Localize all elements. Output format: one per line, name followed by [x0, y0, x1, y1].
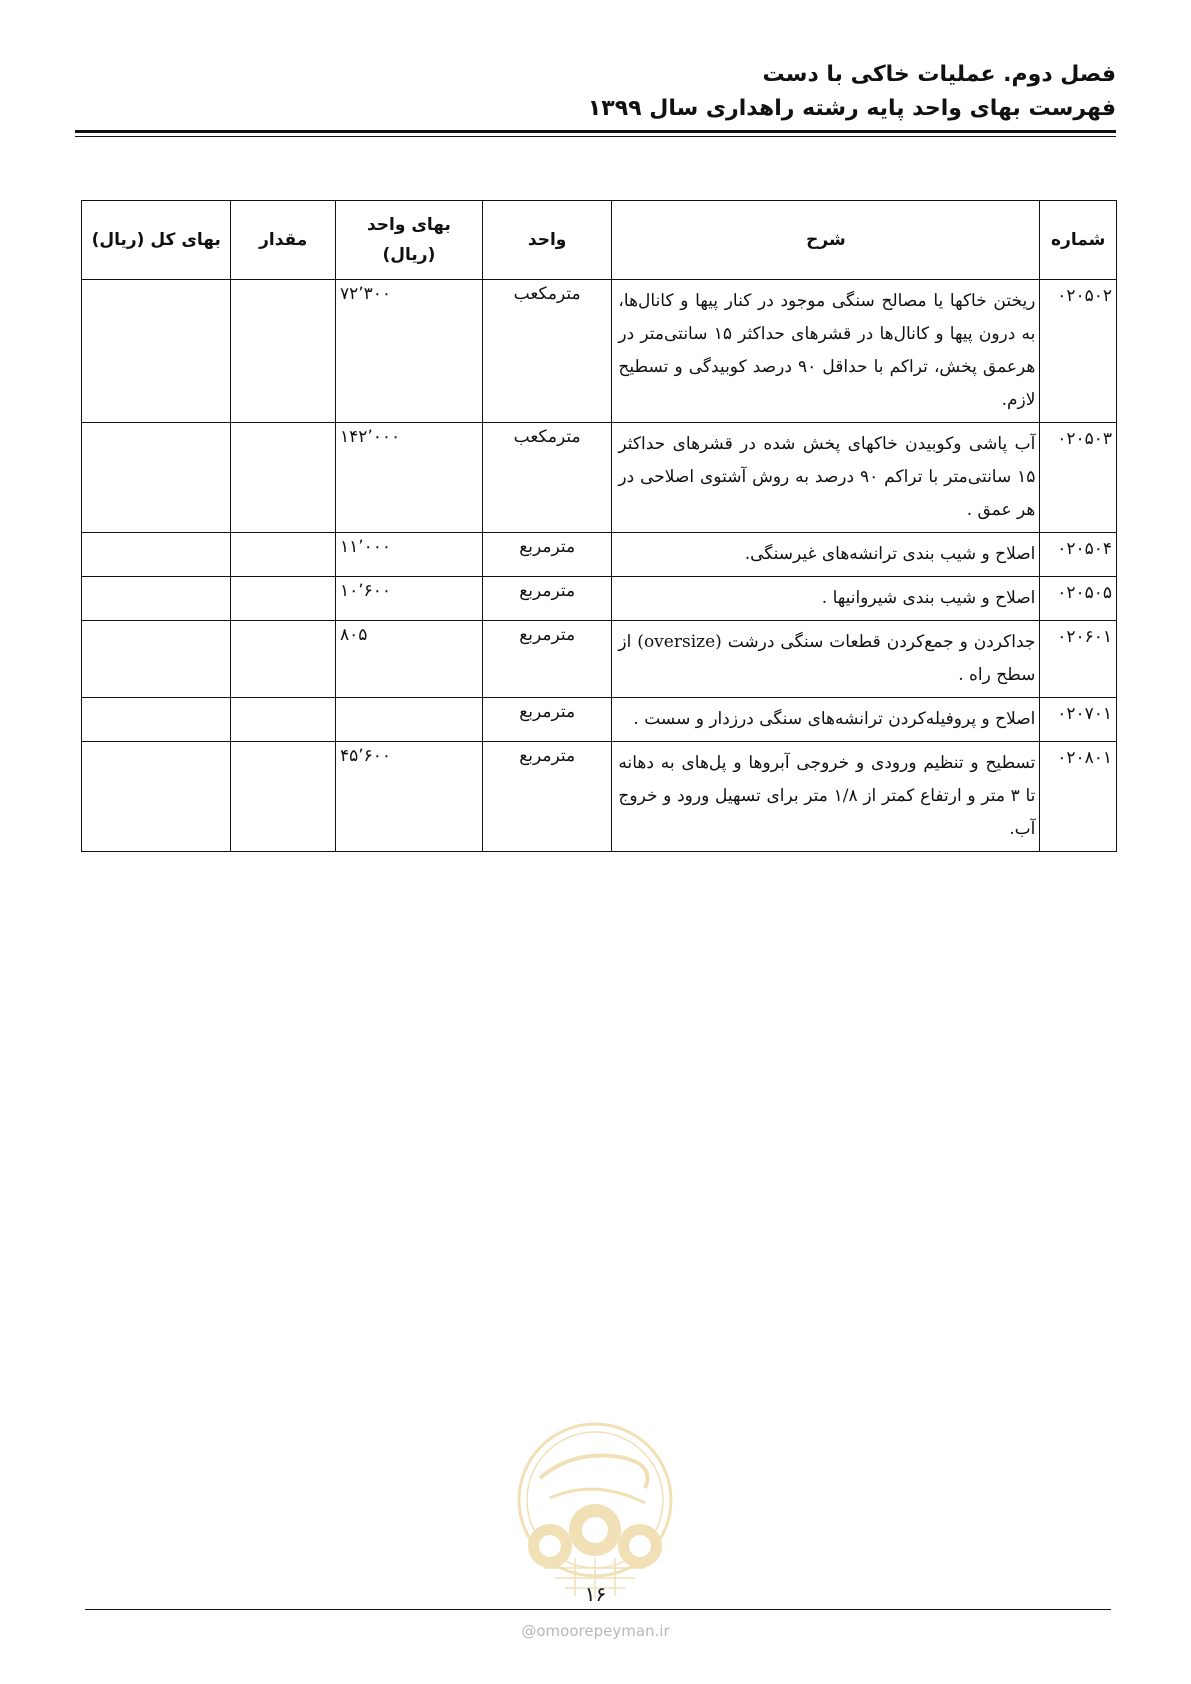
row-unit: مترمربع	[482, 533, 612, 577]
header-quantity: مقدار	[231, 201, 336, 280]
header-unit-price	[336, 201, 483, 280]
row-quantity	[231, 533, 336, 577]
row-description: تسطیح و تنظیم ورودی و خروجی آبروها و پل‌های به دهانه تا ۳ متر و ارتفاع کمتر از ۱/۸ متر برای تسهیل ورود و خروج آب.	[612, 742, 1040, 852]
row-number: ۰۲۰۵۰۲	[1040, 280, 1117, 423]
row-quantity	[231, 742, 336, 852]
row-unit-price: ۴۵٬۶۰۰	[336, 742, 483, 852]
watermark-logo-icon	[505, 1418, 685, 1608]
row-unit: مترمربع	[482, 621, 612, 698]
header-rule-thick	[75, 130, 1116, 133]
row-total	[82, 280, 231, 423]
row-unit-price	[336, 698, 483, 742]
row-description: جداکردن و جمع‌کردن قطعات سنگی درشت (oversize) از سطح راه .	[612, 621, 1040, 698]
row-description: آب پاشی وکوبیدن خاکهای پخش شده در قشرهای حداکثر ۱۵ سانتی‌متر با تراکم ۹۰ درصد به روش آشتوی اصلاحی در هر عمق .	[612, 423, 1040, 533]
header-unit: واحد	[482, 201, 612, 280]
header-rule-thin	[75, 136, 1116, 137]
row-number: ۰۲۰۶۰۱	[1040, 621, 1117, 698]
row-number: ۰۲۰۸۰۱	[1040, 742, 1117, 852]
row-number: ۰۲۰۵۰۴	[1040, 533, 1117, 577]
website-watermark: @omoorepeyman.ir	[521, 1622, 670, 1640]
row-quantity	[231, 698, 336, 742]
row-number: ۰۲۰۵۰۵	[1040, 577, 1117, 621]
row-total	[82, 533, 231, 577]
page-header	[75, 58, 1116, 126]
row-quantity	[231, 423, 336, 533]
row-unit-price: ۷۲٬۳۰۰	[336, 280, 483, 423]
table-row	[82, 742, 1117, 852]
footer-rule	[85, 1609, 1111, 1610]
row-unit-price: ۱۱٬۰۰۰	[336, 533, 483, 577]
row-number: ۰۲۰۵۰۳	[1040, 423, 1117, 533]
table-row	[82, 698, 1117, 742]
table-row	[82, 533, 1117, 577]
table-row	[82, 621, 1117, 698]
row-unit-price: ۸۰۵	[336, 621, 483, 698]
header-unit-price-line1: بهای واحد	[366, 215, 451, 235]
table-row	[82, 280, 1117, 423]
table-header-row	[82, 201, 1117, 280]
document-title: فهرست بهای واحد پایه رشته راهداری سال ۱۳۹۹	[587, 96, 1116, 121]
row-unit-price: ۱۰٬۶۰۰	[336, 577, 483, 621]
row-description: اصلاح و شیب بندی ترانشه‌های غیرسنگی.	[612, 533, 1040, 577]
row-description: اصلاح و شیب بندی شیروانیها .	[612, 577, 1040, 621]
row-total	[82, 698, 231, 742]
row-unit: مترمربع	[482, 698, 612, 742]
row-unit: مترمربع	[482, 577, 612, 621]
header-unit-price-line2: (ریال)	[382, 245, 436, 265]
row-total	[82, 621, 231, 698]
table-row	[82, 423, 1117, 533]
row-unit: مترمکعب	[482, 280, 612, 423]
row-total	[82, 423, 231, 533]
row-quantity	[231, 577, 336, 621]
row-total	[82, 742, 231, 852]
row-description: ریختن خاکها یا مصالح سنگی موجود در کنار پیها و کانال‌ها، به درون پیها و کانال‌ها در قشرهای حداکثر ۱۵ سانتی‌متر در هرعمق پخش، تراکم با حداقل ۹۰ درصد کوبیدگی و تسطیح لازم.	[612, 280, 1040, 423]
row-quantity	[231, 280, 336, 423]
header-description: شرح	[612, 201, 1040, 280]
row-quantity	[231, 621, 336, 698]
header-number: شماره	[1040, 201, 1117, 280]
row-number: ۰۲۰۷۰۱	[1040, 698, 1117, 742]
table-row	[82, 577, 1117, 621]
row-description: اصلاح و پروفیله‌کردن ترانشه‌های سنگی درزدار و سست .	[612, 698, 1040, 742]
row-unit: مترمربع	[482, 742, 612, 852]
header-total-price: بهای کل (ریال)	[82, 201, 231, 280]
page-number: ۱۶	[584, 1582, 607, 1606]
chapter-title: فصل دوم. عملیات خاکی با دست	[762, 62, 1116, 87]
price-list-table	[81, 200, 1117, 852]
row-unit-price: ۱۴۲٬۰۰۰	[336, 423, 483, 533]
row-total	[82, 577, 231, 621]
row-unit: مترمکعب	[482, 423, 612, 533]
